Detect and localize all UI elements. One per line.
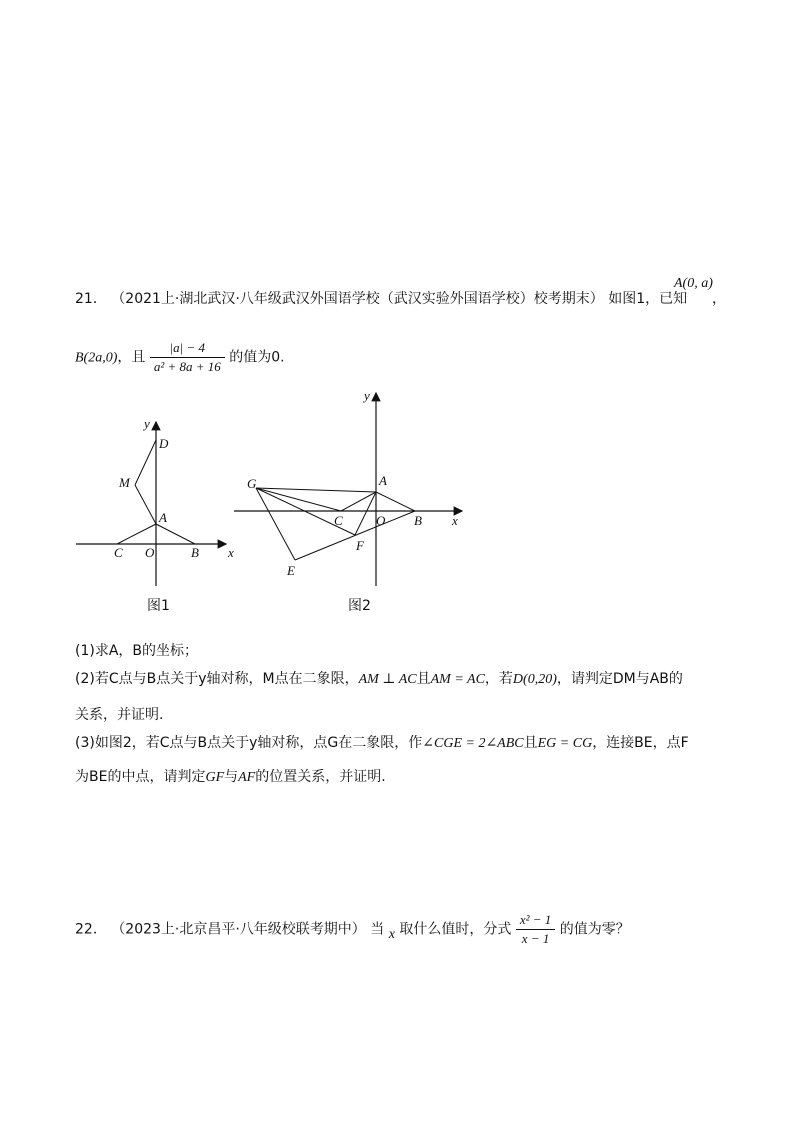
q21-part2-point-d: D(0,20) (512, 672, 557, 687)
q21-part2-text-a: (2)若C点与B点关于y轴对称，M点在二象限， (75, 671, 359, 687)
q22-line (75, 912, 630, 947)
q22-frac-den: x − 1 (521, 931, 550, 946)
fig1-label-b: B (191, 545, 199, 560)
fig2-caption: 图2 (348, 598, 371, 614)
fig1-label-y: y (144, 416, 150, 431)
fig2-label-y: y (364, 388, 370, 403)
fig2-seg-gc (256, 488, 341, 511)
q21-part2-text-d: ，请判定DM与AB的 (556, 671, 683, 687)
q22-var-x: x (388, 926, 395, 942)
q21-part3-line2 (75, 766, 386, 786)
q21-part2-line2: 关系，并证明. (75, 707, 164, 723)
q21-fraction (150, 340, 225, 375)
fig1-label-m: M (119, 475, 130, 490)
fig2-label-c: C (334, 513, 343, 528)
q21-part2-text-b: 且 (416, 671, 431, 687)
q21-part2-line1 (75, 668, 683, 688)
fig1-label-d: D (159, 436, 169, 451)
fig1-seg-ab (156, 524, 195, 544)
q21-source: （2021上·湖北武汉·八年级武汉外国语学校（武汉实验外国语学校）校考期末） (111, 291, 604, 307)
q21-part3-text-b: 且 (523, 735, 538, 751)
q21-part3-cond1: ∠CGE = 2∠ABC (422, 736, 524, 751)
q21-comma: ， (712, 291, 726, 307)
q21-part3-text-e: 与 (224, 769, 239, 785)
q22-text-c: 的值为零？ (559, 921, 630, 938)
q21-part3-cond2: EG = CG (537, 736, 593, 751)
fig1-label-x: x (228, 545, 234, 560)
fig1-label-c: C (114, 545, 123, 560)
q21-part2-text-c: ，若 (484, 671, 513, 687)
fig1-seg-am (135, 485, 156, 524)
q21-part2-cond2: AM = AC (430, 672, 485, 687)
q21-frac-den: a² + 8a + 16 (153, 359, 221, 374)
q22-text-b: 取什么值时，分式 (399, 921, 512, 938)
fig2-label-g: G (247, 476, 257, 491)
fig2-label-x: x (452, 513, 458, 528)
q21-line2 (75, 340, 285, 375)
q21-part3-text-a: (3)如图2，若C点与B点关于y轴对称，点G在二象限，作 (75, 735, 423, 751)
q21-part1: (1)求A，B的坐标； (75, 643, 199, 659)
fig2-label-e: E (287, 563, 295, 578)
q21-part3-af: AF (238, 770, 256, 785)
q22-frac-num: x² − 1 (516, 912, 555, 930)
q22-fraction (516, 912, 555, 947)
fig1-label-a: A (159, 510, 167, 525)
fig2-label-b: B (414, 513, 422, 528)
q21-part3-text-c: ，连接BE，点F (592, 735, 689, 751)
figure-2 (230, 388, 480, 620)
fig2-label-o: O (376, 513, 386, 528)
fig2-seg-ab (376, 492, 415, 511)
fig2-seg-eb (295, 511, 415, 560)
fig1-seg-ca (117, 524, 156, 544)
fig2-seg-ga (256, 488, 376, 492)
q21-part2-cond1: AM ⊥ AC (358, 672, 417, 687)
fig1-caption: 图1 (147, 598, 170, 614)
fig1-label-o: O (145, 545, 155, 560)
fig2-label-a: A (379, 473, 387, 488)
figure-1 (70, 410, 250, 620)
q21-point-a: A(0, a) (674, 276, 713, 291)
q21-frac-num: |a| − 4 (150, 340, 225, 358)
q21-part3-text-d: 为BE的中点，请判定 (75, 769, 206, 785)
q21-value: 的值为0. (229, 349, 285, 366)
fig2-seg-ca (341, 492, 376, 511)
q21-stem: 如图1，已知 (608, 291, 688, 307)
fig2-seg-ge (256, 488, 295, 560)
q21-part3-gf: GF (205, 770, 225, 785)
q21-number: 21． (75, 291, 107, 307)
q22-text-a: 当 (370, 921, 385, 938)
q21-part3-text-f: 的位置关系，并证明. (255, 769, 386, 785)
fig2-label-f: F (356, 538, 364, 553)
q22-source: （2023上·北京昌平·八年级校联考期中） (111, 921, 366, 938)
q21-part3-line1 (75, 732, 689, 752)
q22-number: 22． (75, 921, 107, 938)
q21-point-b: B(2a,0) (75, 350, 118, 366)
fig1-seg-md (135, 440, 156, 485)
q21-and: ，且 (117, 349, 146, 366)
q21-line1 (75, 288, 687, 308)
